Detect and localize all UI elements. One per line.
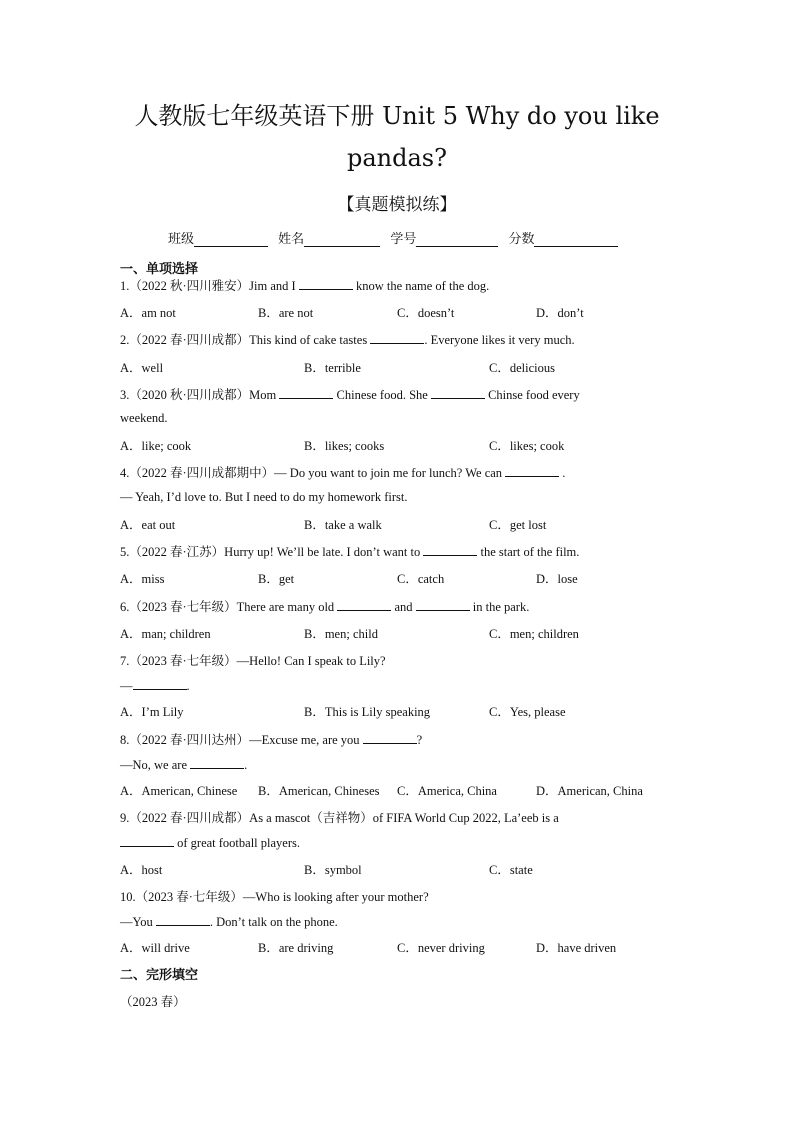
question-number: 5. <box>120 545 130 559</box>
question-number: 10. <box>120 890 136 904</box>
question-stem <box>120 330 575 348</box>
option-b[interactable]: B．get <box>258 572 295 586</box>
stem-text: — <box>120 679 133 693</box>
question-stem-continued: weekend. <box>120 411 168 425</box>
question-number: 2. <box>120 333 130 347</box>
question-number: 9. <box>120 811 130 825</box>
option-b[interactable]: B．American, Chineses <box>258 784 380 798</box>
stem-text: Chinese food. She <box>333 388 431 402</box>
question-stem <box>120 887 429 905</box>
question-stem-continued <box>120 834 300 851</box>
stem-text: （2022 秋·四川雅安）Jim and I <box>129 279 299 293</box>
option-b[interactable]: B．This is Lily speaking <box>304 705 431 719</box>
stem-text: （2023 春·七年级）—Who is looking after your mother? <box>135 890 429 904</box>
stem-text: （2022 春·四川成都）As a mascot（吉祥物）of FIFA World Cup 2022, La’eeb is a <box>129 811 559 825</box>
answer-blank[interactable] <box>120 834 174 847</box>
question-number: 1. <box>120 279 130 293</box>
stem-text: （2023 春·七年级）There are many old <box>129 600 338 614</box>
question-stem <box>120 385 580 403</box>
option-a[interactable]: A．will drive <box>120 941 190 955</box>
answer-blank[interactable] <box>190 756 244 769</box>
stem-text: （2022 春·四川成都）This kind of cake tastes <box>129 333 371 347</box>
question-stem-continued: —No, we are . <box>120 758 248 772</box>
option-d[interactable]: D．lose <box>536 572 578 586</box>
stem-text: —You <box>120 915 156 929</box>
option-c[interactable]: C．Yes, please <box>489 705 566 719</box>
section-heading: 二、完形填空 <box>120 968 199 983</box>
option-a[interactable]: A．American, Chinese <box>120 784 238 798</box>
score-field <box>508 228 618 247</box>
option-d[interactable]: D．have driven <box>536 941 617 955</box>
stem-text: of great football players. <box>174 836 300 850</box>
option-b[interactable]: B．are not <box>258 306 314 320</box>
answer-blank[interactable] <box>156 913 210 926</box>
option-a[interactable]: A．man; children <box>120 627 211 641</box>
option-d[interactable]: D．don’t <box>536 306 584 320</box>
question-stem-continued <box>120 913 338 930</box>
stem-text: Chinse food every <box>484 388 580 402</box>
stem-text: （2022 春·四川达州）—Excuse me, are you <box>129 733 363 747</box>
stem-text: （2022 春·四川成都期中）— Do you want to join me for lunch? We can <box>129 466 506 480</box>
stem-text: and <box>391 600 416 614</box>
question-number: 8. <box>120 733 130 747</box>
answer-blank[interactable] <box>363 731 417 744</box>
stem-text: . Don’t talk on the phone. <box>209 915 338 929</box>
question-stem <box>120 276 489 294</box>
option-c[interactable]: C．likes; cook <box>489 439 565 453</box>
answer-blank[interactable] <box>416 598 470 611</box>
page-title-continued: pandas? <box>347 144 447 172</box>
student-number-label: 学号 <box>390 232 417 247</box>
name-blank[interactable] <box>304 232 380 247</box>
answer-blank[interactable] <box>133 677 187 690</box>
answer-blank[interactable] <box>299 277 353 290</box>
option-c[interactable]: C．America, China <box>397 784 497 798</box>
option-b[interactable]: B．are driving <box>258 941 334 955</box>
option-c[interactable]: C．catch <box>397 572 445 586</box>
name-label: 姓名 <box>278 232 305 247</box>
section-heading: 一、单项选择 <box>120 262 199 277</box>
option-a[interactable]: A．I’m Lily <box>120 705 184 719</box>
stem-text: （2020 秋·四川成都）Mom <box>129 388 280 402</box>
option-c[interactable]: C．never driving <box>397 941 485 955</box>
class-blank[interactable] <box>194 232 268 247</box>
option-a[interactable]: A．miss <box>120 572 165 586</box>
option-b[interactable]: B．take a walk <box>304 518 382 532</box>
student-number-field <box>390 228 498 247</box>
page-title: 人教版七年级英语下册 Unit 5 Why do you like <box>134 102 660 130</box>
stem-text: . Everyone likes it very much. <box>424 333 575 347</box>
question-number: 7. <box>120 654 130 668</box>
answer-blank[interactable] <box>279 386 333 399</box>
stem-text: —No, we are <box>120 758 191 772</box>
question-number: 3. <box>120 388 130 402</box>
option-b[interactable]: B．terrible <box>304 361 361 375</box>
option-c[interactable]: C．doesn’t <box>397 306 455 320</box>
stem-text: . <box>559 466 566 480</box>
student-number-blank[interactable] <box>416 232 498 247</box>
answer-blank[interactable] <box>423 543 477 556</box>
class-field <box>168 228 268 247</box>
question-number: 4. <box>120 466 130 480</box>
option-b[interactable]: B．likes; cooks <box>304 439 385 453</box>
stem-text: （2023 春·七年级）—Hello! Can I speak to Lily? <box>129 654 386 668</box>
question-stem <box>120 463 565 481</box>
answer-blank[interactable] <box>505 464 559 477</box>
option-a[interactable]: A．am not <box>120 306 176 320</box>
answer-blank[interactable] <box>337 598 391 611</box>
answer-blank[interactable] <box>370 331 424 344</box>
stem-text: in the park. <box>469 600 530 614</box>
name-field <box>278 228 380 247</box>
score-label: 分数 <box>508 232 535 247</box>
stem-text: the start of the film. <box>477 545 580 559</box>
passage-source: （2023 春） <box>120 995 186 1009</box>
answer-blank[interactable] <box>431 386 485 399</box>
page-subtitle: 【真题模拟练】 <box>337 195 457 215</box>
option-b[interactable]: B．symbol <box>304 863 362 877</box>
option-c[interactable]: C．get lost <box>489 518 547 532</box>
question-stem <box>120 808 559 826</box>
option-a[interactable]: A．eat out <box>120 518 176 532</box>
score-blank[interactable] <box>534 232 618 247</box>
option-a[interactable]: A．like; cook <box>120 439 192 453</box>
question-stem-continued: — Yeah, I’d love to. But I need to do my homework first. <box>120 490 408 504</box>
stem-text: （2022 春·江苏）Hurry up! We’ll be late. I don’t want to <box>129 545 424 559</box>
option-c[interactable]: C．men; children <box>489 627 579 641</box>
option-c[interactable]: C．delicious <box>489 361 555 375</box>
stem-text: know the name of the dog. <box>352 279 490 293</box>
option-b[interactable]: B．men; child <box>304 627 378 641</box>
question-stem <box>120 730 422 748</box>
option-c[interactable]: C．state <box>489 863 533 877</box>
question-stem-continued: — . <box>120 679 190 693</box>
question-stem <box>120 542 579 560</box>
option-a[interactable]: A．host <box>120 863 163 877</box>
question-number: 6. <box>120 600 130 614</box>
student-info-row <box>168 228 624 247</box>
stem-text: ? <box>416 733 423 747</box>
option-a[interactable]: A．well <box>120 361 164 375</box>
option-d[interactable]: D．American, China <box>536 784 643 798</box>
class-label: 班级 <box>168 232 195 247</box>
question-stem <box>120 597 529 615</box>
question-stem <box>120 651 386 669</box>
